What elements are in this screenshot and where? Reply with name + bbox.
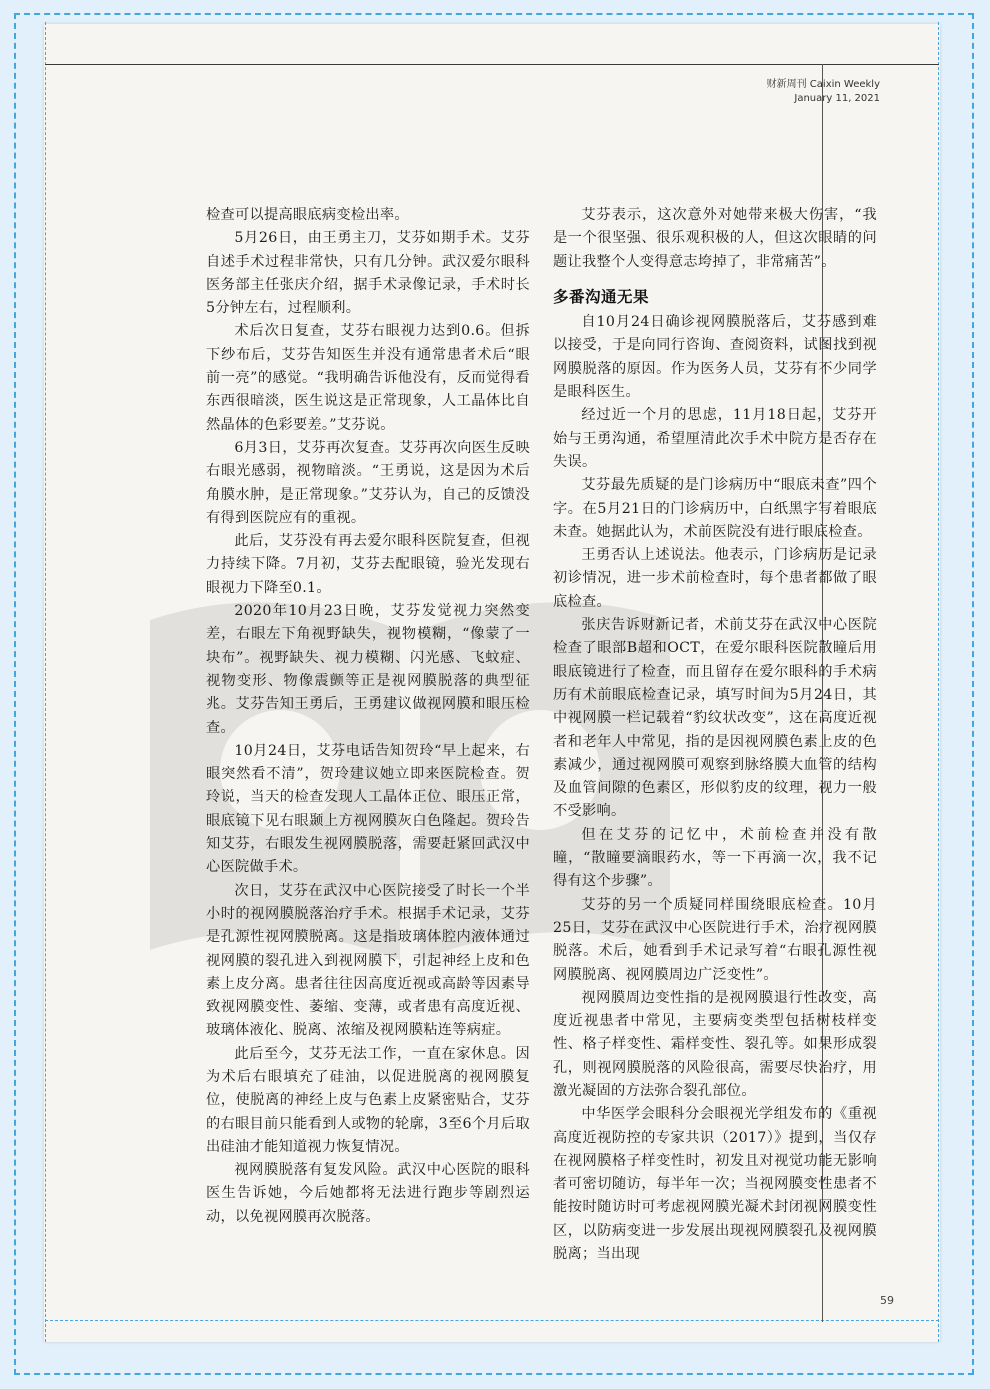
paragraph: 5月26日，由王勇主刀，艾芬如期手术。艾芬自述手术过程非常快，只有几分钟。武汉爱尔眼科医务部主任张庆介绍，据手术录像记录，手术时长5分钟左右，过程顺利。 bbox=[206, 230, 530, 317]
paragraph: 自10月24日确诊视网膜脱落后，艾芬感到难以接受，于是向同行咨询、查阅资料，试图找到视网膜脱落的原因。作为医务人员，艾芬有不少同学是眼科医生。 bbox=[553, 314, 877, 401]
right-guide-line bbox=[938, 22, 939, 1342]
left-guide-line bbox=[45, 22, 46, 1342]
publication-name: 财新周刊 Caixin Weekly bbox=[766, 79, 880, 90]
paragraph: 艾芬最先质疑的是门诊病历中“眼底未查”四个字。在5月21日的门诊病历中，白纸黑字写着眼底未查。她据此认为，术前医院没有进行眼底检查。 bbox=[553, 477, 877, 540]
masthead bbox=[767, 78, 880, 106]
section-heading: 多番沟通无果 bbox=[553, 287, 650, 306]
paragraph: 2020年10月23日晚，艾芬发觉视力突然变差，右眼左下角视野缺失，视物模糊，“像蒙了一块布”。视野缺失、视力模糊、闪光感、飞蚊症、视物变形、物像震颤等正是视网膜脱落的典型征兆。艾芬告知王勇后，王勇建议做视网膜和眼压检查。 bbox=[206, 603, 530, 736]
paragraph: 检查可以提高眼底病变检出率。 bbox=[206, 207, 409, 223]
paragraph: 视网膜周边变性指的是视网膜退行性改变，高度近视患者中常见，主要病变类型包括树枝样变性、格子样变性、霜样变性、裂孔等。如果形成裂孔，则视网膜脱落的风险很高，需要尽快治疗，用激光凝固的方法弥合裂孔部位。 bbox=[553, 989, 877, 1099]
paragraph: 术后次日复查，艾芬右眼视力达到0.6。但拆下纱布后，艾芬告知医生并没有通常患者术后“眼前一亮”的感觉。“我明确告诉他没有，反而觉得看东西很暗淡，医生说这是正常现象，人工晶体比自然晶体的色彩要差。”艾芬说。 bbox=[206, 323, 530, 433]
paragraph: 艾芬表示，这次意外对她带来极大伤害，“我是一个很坚强、很乐观积极的人，但这次眼睛的问题让我整个人变得意志垮掉了，非常痛苦”。 bbox=[553, 207, 877, 270]
paragraph: 视网膜脱落有复发风险。武汉中心医院的眼科医生告诉她，今后她都将无法进行跑步等剧烈运动，以免视网膜再次脱落。 bbox=[206, 1162, 530, 1225]
issue-date: January 11, 2021 bbox=[794, 93, 880, 104]
paragraph: 中华医学会眼科分会眼视光学组发布的《重视高度近视防控的专家共识（2017）》提到，当仅存在视网膜格子样变性时，初发且对视觉功能无影响者可密切随访，每半年一次；当视网膜变性患者不能按时随访时可考虑视网膜光凝术封闭视网膜变性区，以防病变进一步发展出现视网膜裂孔及视网膜脱离；当出现 bbox=[553, 1106, 877, 1263]
left-article-column bbox=[206, 204, 530, 1229]
top-rule bbox=[45, 64, 939, 65]
paragraph: 但在艾芬的记忆中，术前检查并没有散瞳，“散瞳要滴眼药水，等一下再滴一次，我不记得有这个步骤”。 bbox=[553, 826, 877, 890]
paragraph: 此后，艾芬没有再去爱尔眼科医院复查，但视力持续下降。7月初，艾芬去配眼镜，验光发现右眼视力下降至0.1。 bbox=[206, 533, 530, 596]
paragraph: 艾芬的另一个质疑同样围绕眼底检查。10月25日，艾芬在武汉中心医院进行手术，治疗视网膜脱落。术后，她看到手术记录写着“右眼孔源性视网膜脱离、视网膜周边广泛变性”。 bbox=[553, 896, 877, 983]
paragraph: 此后至今，艾芬无法工作，一直在家休息。因为术后右眼填充了硅油，以促进脱离的视网膜复位，使脱离的神经上皮与色素上皮紧密贴合，艾芬的右眼目前只能看到人或物的轮廓，3至6个月后取出硅油才能知道视力恢复情况。 bbox=[206, 1045, 530, 1155]
paragraph: 张庆告诉财新记者，术前艾芬在武汉中心医院检查了眼部B超和OCT，在爱尔眼科医院散瞳后用眼底镜进行了检查，而且留存在爱尔眼科的手术病历有术前眼底检查记录，填写时间为5月24日，其中视网膜一栏记载着“豹纹状改变”，这在高度近视者和老年人中常见，指的是因视网膜色素上皮的色素减少，通过视网膜可观察到脉络膜大血管的结构及血管间隙的色素区，形似豹皮的纹理，视力一般不受影响。 bbox=[553, 617, 877, 820]
paragraph: 次日，艾芬在武汉中心医院接受了时长一个半小时的视网膜脱落治疗手术。根据手术记录，艾芬是孔源性视网膜脱离。这是指玻璃体腔内液体通过视网膜的裂孔进入到视网膜下，引起神经上皮和色素上皮分离。患者往往因高度近视或高龄等因素导致视网膜变性、萎缩、变薄，或者患有高度近视、玻璃体液化、脱离、浓缩及视网膜粘连等病症。 bbox=[206, 882, 530, 1039]
right-article-column bbox=[553, 204, 877, 1266]
paragraph: 10月24日，艾芬电话告知贺玲“早上起来，右眼突然看不清”，贺玲建议她立即来医院检查。贺玲说，当天的检查发现人工晶体正位、眼压正常，眼底镜下见右眼颞上方视网膜灰白色隆起。贺玲告知艾芬，右眼发生视网膜脱落，需要赶紧回武汉中心医院做手术。 bbox=[206, 742, 530, 876]
paragraph: 6月3日，艾芬再次复查。艾芬再次向医生反映右眼光感弱，视物暗淡。“王勇说，这是因为术后角膜水肿，是正常现象。”艾芬认为，自己的反馈没有得到医院应有的重视。 bbox=[206, 439, 530, 526]
paragraph: 王勇否认上述说法。他表示，门诊病历是记录初诊情况，进一步术前检查时，每个患者都做了眼底检查。 bbox=[553, 547, 877, 610]
paragraph: 经过近一个月的思虑，11月18日起，艾芬开始与王勇沟通，希望厘清此次手术中院方是否存在失误。 bbox=[553, 407, 877, 470]
bottom-guide-line bbox=[45, 1320, 939, 1321]
page-number: 59 bbox=[880, 1294, 894, 1307]
